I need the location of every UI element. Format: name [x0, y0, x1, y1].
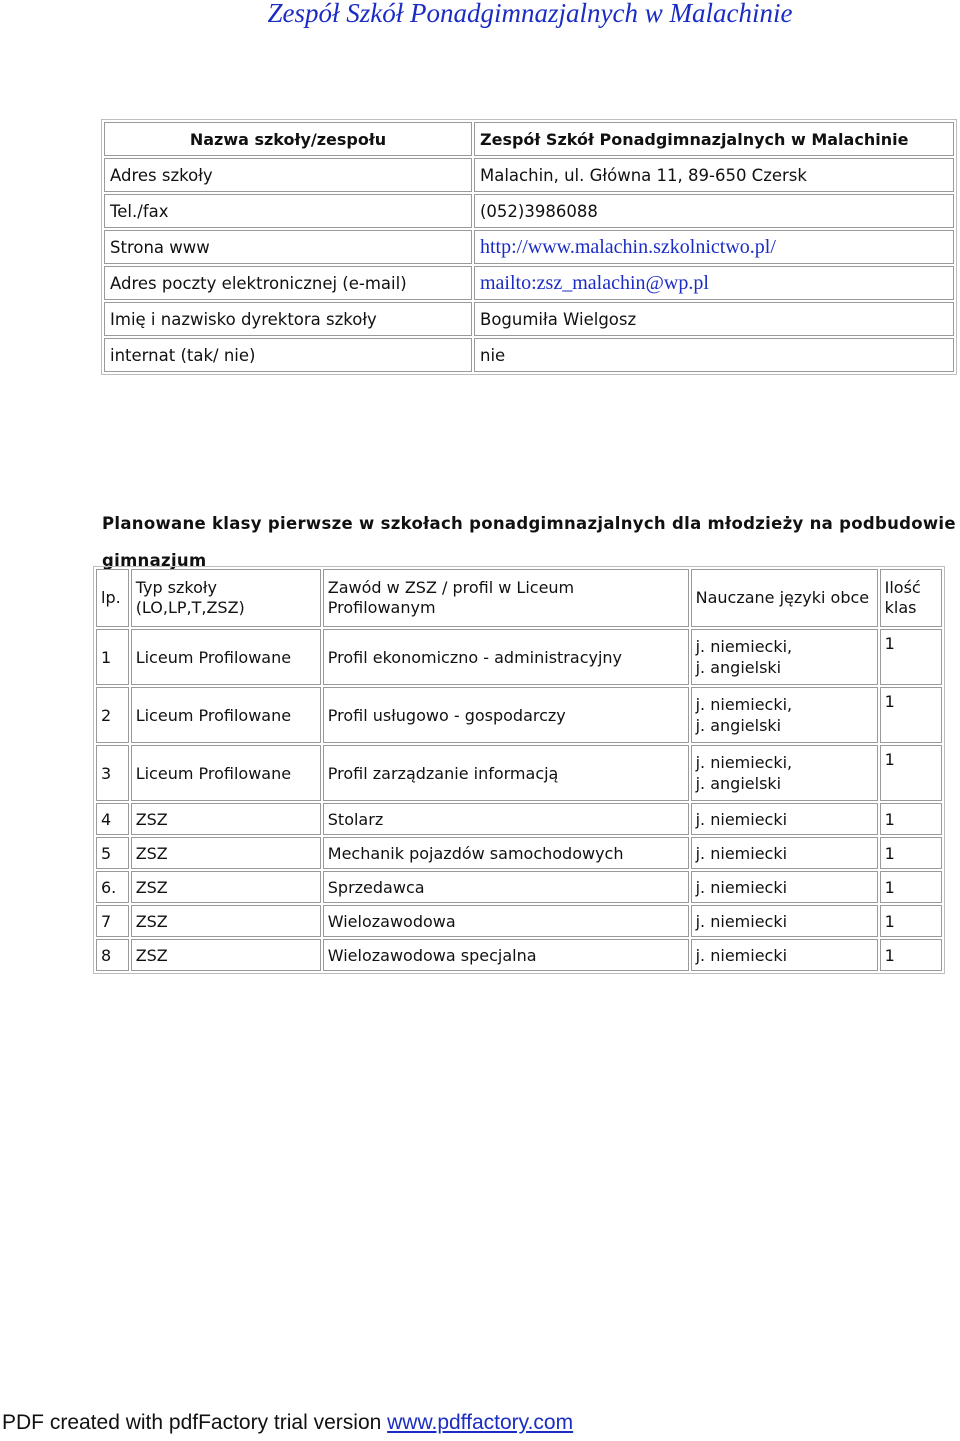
school-info-table: [101, 119, 957, 375]
row-profession: Profil ekonomiczno - administracyjny: [323, 629, 689, 685]
row-languages: [691, 687, 878, 743]
row-profession: Mechanik pojazdów samochodowych: [323, 837, 689, 869]
row-profession: Stolarz: [323, 803, 689, 835]
row-lp: 8: [96, 939, 129, 971]
row-type: Liceum Profilowane: [131, 687, 321, 743]
row-lp: 2: [96, 687, 129, 743]
row-type: ZSZ: [131, 871, 321, 903]
info-row-phone: [104, 194, 954, 228]
info-value: (052)3986088: [474, 194, 954, 228]
table-row: [96, 905, 942, 937]
language-1: j. niemiecki,: [695, 753, 793, 772]
info-row-director: [104, 302, 954, 336]
email-link[interactable]: mailto:zsz_malachin@wp.pl: [474, 266, 954, 300]
info-label: Imię i nazwisko dyrektora szkoły: [104, 302, 472, 336]
footer-text: PDF created with pdfFactory trial version: [2, 1411, 388, 1434]
row-lp: 1: [96, 629, 129, 685]
row-profession: Sprzedawca: [323, 871, 689, 903]
header-school-type: Typ szkoły (LO,LP,T,ZSZ): [131, 569, 321, 627]
row-type: ZSZ: [131, 905, 321, 937]
pdf-footer: [2, 1411, 573, 1435]
info-label: Adres szkoły: [104, 158, 472, 192]
info-row-dormitory: [104, 338, 954, 372]
page-title: Zespół Szkół Ponadgimnazjalnych w Malachinie: [267, 0, 793, 28]
table-row: [96, 803, 942, 835]
row-lp: 4: [96, 803, 129, 835]
row-profession: Profil zarządzanie informacją: [323, 745, 689, 801]
language-2: j. angielski: [695, 774, 782, 793]
row-lp: 6.: [96, 871, 129, 903]
info-value: nie: [474, 338, 954, 372]
row-languages: [691, 629, 878, 685]
table-header-row: [96, 569, 942, 627]
info-row-email: [104, 266, 954, 300]
header-profession: Zawód w ZSZ / profil w Liceum Profilowanym: [323, 569, 689, 627]
row-type: Liceum Profilowane: [131, 629, 321, 685]
row-lp: 7: [96, 905, 129, 937]
row-languages: j. niemiecki: [691, 837, 878, 869]
row-languages: [691, 745, 878, 801]
info-label: internat (tak/ nie): [104, 338, 472, 372]
row-profession: Wielozawodowa specjalna: [323, 939, 689, 971]
row-count: 1: [880, 939, 942, 971]
row-languages: j. niemiecki: [691, 803, 878, 835]
info-value: Zespół Szkół Ponadgimnazjalnych w Malachinie: [474, 122, 954, 156]
row-count: 1: [880, 871, 942, 903]
table-row: [96, 629, 942, 685]
info-row-address: [104, 158, 954, 192]
row-count: 1: [880, 905, 942, 937]
row-type: ZSZ: [131, 803, 321, 835]
info-row-website: [104, 230, 954, 264]
row-count: 1: [880, 837, 942, 869]
language-1: j. niemiecki,: [695, 695, 793, 714]
language-2: j. angielski: [695, 716, 782, 735]
row-profession: Profil usługowo - gospodarczy: [323, 687, 689, 743]
info-value: Bogumiła Wielgosz: [474, 302, 954, 336]
row-languages: j. niemiecki: [691, 871, 878, 903]
table-row: [96, 745, 942, 801]
row-lp: 3: [96, 745, 129, 801]
info-label: Adres poczty elektronicznej (e-mail): [104, 266, 472, 300]
info-label: Strona www: [104, 230, 472, 264]
table-row: [96, 939, 942, 971]
table-row: [96, 687, 942, 743]
language-1: j. niemiecki,: [695, 637, 793, 656]
planned-classes-table: [93, 566, 945, 974]
language-2: j. angielski: [695, 658, 782, 677]
header-languages: Nauczane języki obce: [691, 569, 878, 627]
row-count: 1: [880, 803, 942, 835]
row-languages: j. niemiecki: [691, 905, 878, 937]
row-count: 1: [880, 687, 942, 743]
info-value: Malachin, ul. Główna 11, 89-650 Czersk: [474, 158, 954, 192]
row-languages: j. niemiecki: [691, 939, 878, 971]
info-label: Tel./fax: [104, 194, 472, 228]
row-count: 1: [880, 629, 942, 685]
info-label: Nazwa szkoły/zespołu: [104, 122, 472, 156]
website-link[interactable]: http://www.malachin.szkolnictwo.pl/: [474, 230, 954, 264]
row-profession: Wielozawodowa: [323, 905, 689, 937]
table-row: [96, 871, 942, 903]
info-row-name: [104, 122, 954, 156]
row-lp: 5: [96, 837, 129, 869]
row-count: 1: [880, 745, 942, 801]
pdffactory-link[interactable]: www.pdffactory.com: [387, 1411, 574, 1434]
header-class-count: Ilość klas: [880, 569, 942, 627]
row-type: ZSZ: [131, 939, 321, 971]
table-row: [96, 837, 942, 869]
section-heading: Planowane klasy pierwsze w szkołach ponadgimnazjalnych dla młodzieży na podbudowie gimnazjum: [102, 514, 956, 570]
row-type: Liceum Profilowane: [131, 745, 321, 801]
row-type: ZSZ: [131, 837, 321, 869]
header-lp: lp.: [96, 569, 129, 627]
